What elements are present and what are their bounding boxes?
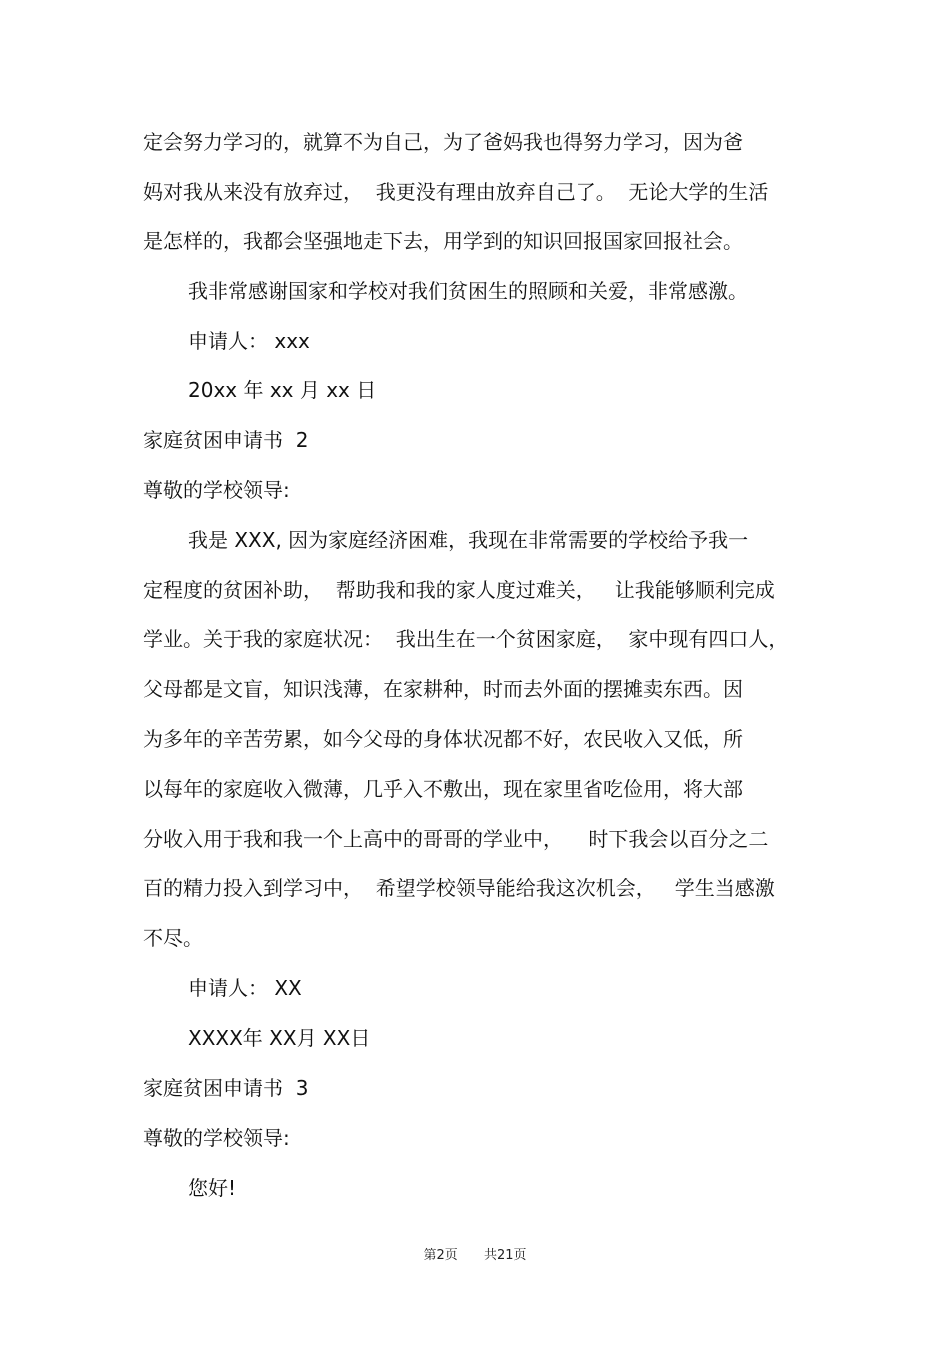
- paragraph-line: 父母都是文盲，知识浅薄，在家耕种，时而去外面的摆摊卖东西。因: [143, 677, 743, 701]
- paragraph-line: 分收入用于我和我一个上高中的哥哥的学业中， 时下我会以百分之二: [143, 827, 769, 851]
- paragraph-line: 百的精力投入到学习中， 希望学校领导能给我这次机会， 学生当感激: [143, 876, 775, 900]
- page-footer: [0, 1248, 950, 1264]
- greeting-line: 您好!: [188, 1176, 237, 1200]
- paragraph-line: 学业。关于我的家庭状况： 我出生在一个贫困家庭， 家中现有四口人，: [143, 627, 789, 651]
- applicant-line: 申请人： XX: [188, 976, 302, 1000]
- paragraph-line: 不尽。: [143, 926, 203, 950]
- section-title: 家庭贫困申请书 3: [143, 1076, 309, 1100]
- applicant-line: 申请人： xxx: [188, 329, 310, 353]
- paragraph-line: 是怎样的，我都会坚强地走下去，用学到的知识回报国家回报社会。: [143, 229, 743, 253]
- date-line: 20xx 年 xx 月 xx 日: [188, 378, 377, 402]
- paragraph-line: 妈对我从来没有放弃过， 我更没有理由放弃自己了。 无论大学的生活: [143, 180, 769, 204]
- page-number: 第2页: [423, 1248, 458, 1263]
- paragraph-line: 我是 XXX, 因为家庭经济困难，我现在非常需要的学校给予我一: [188, 528, 749, 552]
- date-line: XXXX年 XX月 XX日: [188, 1026, 371, 1050]
- salutation: 尊敬的学校领导:: [143, 1126, 290, 1150]
- page-total: 共21页: [484, 1248, 527, 1263]
- salutation: 尊敬的学校领导:: [143, 478, 290, 502]
- paragraph-line: 以每年的家庭收入微薄，几乎入不敷出，现在家里省吃俭用，将大部: [143, 777, 743, 801]
- paragraph-line: 定程度的贫困补助， 帮助我和我的家人度过难关， 让我能够顺利完成: [143, 578, 775, 602]
- paragraph-line: 为多年的辛苦劳累，如今父母的身体状况都不好，农民收入又低，所: [143, 727, 743, 751]
- thanks-line: 我非常感谢国家和学校对我们贫困生的照顾和关爱，非常感激。: [188, 279, 748, 303]
- section-title: 家庭贫困申请书 2: [143, 428, 309, 452]
- paragraph-line: 定会努力学习的，就算不为自己，为了爸妈我也得努力学习，因为爸: [143, 130, 743, 154]
